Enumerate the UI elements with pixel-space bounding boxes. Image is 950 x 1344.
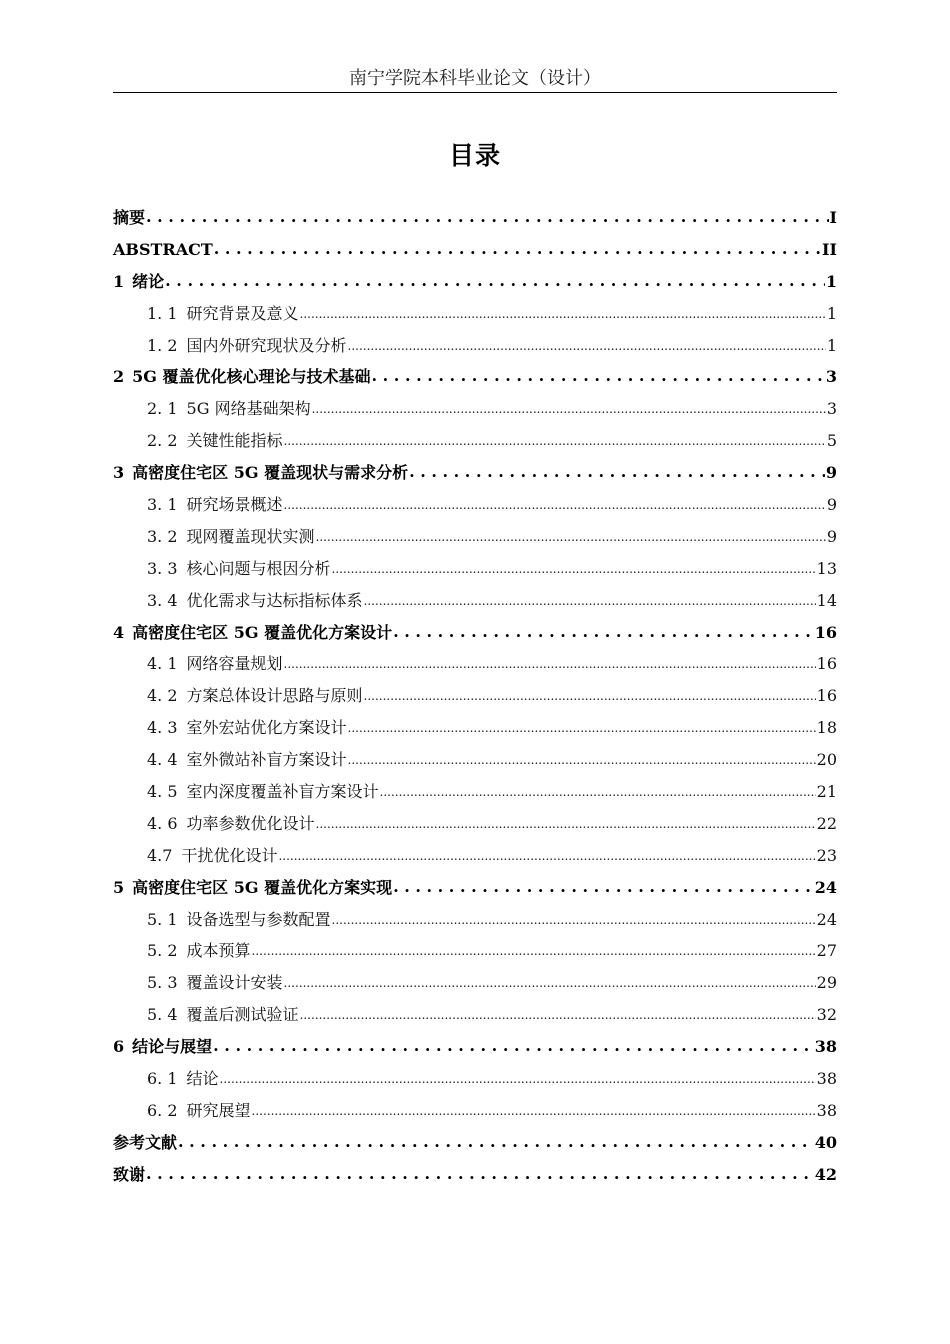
- toc-entry-page-number: 38: [816, 1100, 837, 1120]
- toc-entry-page-number: 16: [814, 622, 837, 642]
- toc-dot-leader: [332, 905, 816, 937]
- toc-entry-number: 6. 2: [147, 1100, 178, 1120]
- toc-entry-number: 4: [113, 622, 125, 642]
- toc-entry-section[interactable]: [113, 999, 837, 1031]
- toc-entry-chapter[interactable]: [113, 1031, 837, 1063]
- toc-entry-label: ABSTRACT: [113, 239, 213, 259]
- toc-entry-number: 4. 1: [147, 654, 178, 674]
- toc-entry-section[interactable]: [113, 776, 837, 808]
- toc-entry-chapter[interactable]: [113, 617, 837, 649]
- toc-dot-leader: [213, 1030, 814, 1062]
- toc-entry-page-number: 3: [826, 399, 837, 419]
- toc-entry-label: 5G 网络基础架构: [186, 399, 311, 419]
- toc-entry-label: 摘要: [113, 208, 146, 227]
- toc-entry-page-number: 42: [814, 1164, 837, 1184]
- toc-entry-number: 5: [113, 877, 125, 897]
- toc-entry-label: 5G 覆盖优化核心理论与技术基础: [132, 367, 371, 387]
- toc-entry-page-number: 9: [826, 526, 837, 546]
- toc-entry-label: 设备选型与参数配置: [186, 909, 331, 929]
- toc-dot-leader: [372, 360, 825, 392]
- toc-entry-section[interactable]: [113, 1095, 837, 1127]
- toc-dot-leader: [312, 394, 826, 426]
- toc-dot-leader: [316, 809, 816, 841]
- toc-dot-leader: [178, 1126, 814, 1158]
- toc-entry-label: 结论与展望: [132, 1037, 213, 1057]
- toc-dot-leader: [146, 1158, 814, 1190]
- toc-entry-number: 1. 1: [147, 303, 178, 323]
- toc-entry-page-number: 38: [814, 1037, 837, 1057]
- toc-dot-leader: [316, 522, 826, 554]
- toc-entry-number: 2. 2: [147, 431, 178, 451]
- toc-entry-page-number: 38: [816, 1069, 837, 1089]
- toc-entry-page-number: I: [829, 208, 837, 227]
- toc-entry-label: 高密度住宅区 5G 覆盖优化方案设计: [132, 622, 393, 642]
- toc-entry-number: 3. 1: [147, 495, 178, 515]
- running-header: [113, 66, 837, 93]
- toc-entry-number: 6. 1: [147, 1069, 178, 1089]
- toc-entry-page-number: 1: [826, 335, 837, 355]
- toc-entry-section[interactable]: [113, 298, 837, 330]
- toc-entry-label: 覆盖设计安装: [186, 973, 283, 993]
- toc-entry-section[interactable]: [113, 393, 837, 425]
- toc-entry-page-number: 3: [825, 367, 837, 387]
- toc-entry-chapter[interactable]: [113, 872, 837, 904]
- toc-entry-label: 关键性能指标: [186, 431, 283, 451]
- toc-dot-leader: [146, 201, 829, 233]
- toc-entry-number: 1: [113, 271, 125, 291]
- toc-entry-section[interactable]: [113, 1063, 837, 1095]
- toc-entry-section[interactable]: [113, 935, 837, 967]
- toc-entry-label: 室外宏站优化方案设计: [186, 718, 347, 738]
- running-header-title: 南宁学院本科毕业论文（设计）: [349, 68, 601, 89]
- toc-entry-label: 参考文献: [113, 1132, 178, 1152]
- toc-dot-leader: [364, 586, 816, 618]
- toc-entry-chapter[interactable]: [113, 234, 837, 266]
- toc-title: 目录: [448, 141, 501, 170]
- toc-entry-label: 研究场景概述: [186, 495, 283, 515]
- toc-entry-number: 3: [113, 463, 125, 483]
- toc-entry-chapter[interactable]: [113, 361, 837, 393]
- toc-entry-number: 2. 1: [147, 399, 178, 419]
- toc-dot-leader: [284, 968, 816, 1000]
- toc-entry-page-number: 1: [826, 303, 837, 323]
- toc-entry-number: 5. 2: [147, 941, 178, 961]
- toc-entry-page-number: 21: [816, 782, 837, 802]
- toc-entry-number: 3. 4: [147, 590, 178, 610]
- toc-entry-label: 优化需求与达标指标体系: [186, 590, 363, 610]
- toc-entry-label: 网络容量规划: [186, 654, 283, 674]
- toc-entry-chapter[interactable]: [113, 457, 837, 489]
- toc-entry-number: 2: [113, 367, 125, 387]
- toc-entry-page-number: 9: [826, 495, 837, 515]
- toc-entry-number: 4. 2: [147, 686, 178, 706]
- toc-entry-number: 3. 2: [147, 526, 178, 546]
- toc-entry-label: 成本预算: [186, 941, 251, 961]
- toc-entry-label: 绪论: [132, 271, 165, 291]
- toc-entry-page-number: 29: [816, 973, 837, 993]
- toc-entry-page-number: 23: [816, 845, 837, 865]
- toc-entry-section[interactable]: [113, 967, 837, 999]
- toc-entry-page-number: 24: [814, 877, 837, 897]
- toc-entry-page-number: 14: [816, 590, 837, 610]
- toc-entry-section[interactable]: [113, 744, 837, 776]
- toc-entry-section[interactable]: [113, 553, 837, 585]
- toc-entry-page-number: 18: [816, 718, 837, 738]
- toc-dot-leader: [300, 1000, 816, 1032]
- toc-dot-leader: [165, 265, 825, 297]
- toc-entry-label: 干扰优化设计: [181, 845, 278, 865]
- toc-entry-number: 3. 3: [147, 558, 178, 578]
- toc-entry-page-number: 32: [816, 1005, 837, 1025]
- toc-entry-number: 5. 3: [147, 973, 178, 993]
- toc-entry-number: 4. 5: [147, 782, 178, 802]
- toc-entry-page-number: 9: [825, 463, 837, 483]
- toc-dot-leader: [348, 331, 826, 363]
- toc-entry-label: 致谢: [113, 1164, 146, 1184]
- toc-entry-chapter[interactable]: [113, 266, 837, 298]
- toc-dot-leader: [252, 1096, 816, 1128]
- toc-entry-label: 室外微站补盲方案设计: [186, 750, 347, 770]
- toc-dot-leader: [220, 1064, 816, 1096]
- toc-entry-page-number: 1: [825, 271, 837, 291]
- toc-entry-number: 1. 2: [147, 335, 178, 355]
- toc-entry-section[interactable]: [113, 330, 837, 362]
- toc-entry-section[interactable]: [113, 489, 837, 521]
- toc-dot-leader: [348, 713, 816, 745]
- toc-entry-label: 研究背景及意义: [186, 303, 299, 323]
- toc-entry-number: 4.7: [147, 845, 173, 865]
- toc-dot-leader: [332, 554, 816, 586]
- toc-entry-number: 6: [113, 1037, 125, 1057]
- toc-dot-leader: [284, 490, 826, 522]
- toc-entry-section[interactable]: [113, 904, 837, 936]
- toc-entry-number: 5. 1: [147, 909, 178, 929]
- toc-dot-leader: [300, 299, 826, 331]
- toc-dot-leader: [348, 745, 816, 777]
- toc-entry-page-number: 16: [816, 654, 837, 674]
- toc-dot-leader: [214, 233, 821, 265]
- toc-entry-section[interactable]: [113, 840, 837, 872]
- toc-entry-number: 4. 3: [147, 718, 178, 738]
- toc-entry-label: 功率参数优化设计: [186, 813, 315, 833]
- toc-entry-chapter[interactable]: [113, 202, 837, 234]
- toc-dot-leader: [393, 871, 814, 903]
- toc-dot-leader: [284, 426, 826, 458]
- toc-entry-page-number: 40: [814, 1132, 837, 1152]
- toc-entry-label: 现网覆盖现状实测: [186, 526, 315, 546]
- table-of-contents: [113, 202, 837, 1191]
- toc-entry-number: 4. 6: [147, 813, 178, 833]
- toc-entry-label: 国内外研究现状及分析: [186, 335, 347, 355]
- toc-entry-page-number: 24: [816, 909, 837, 929]
- toc-dot-leader: [252, 936, 816, 968]
- toc-dot-leader: [393, 616, 814, 648]
- toc-entry-label: 室内深度覆盖补盲方案设计: [186, 782, 379, 802]
- toc-entry-label: 高密度住宅区 5G 覆盖优化方案实现: [132, 877, 393, 897]
- toc-entry-section[interactable]: [113, 521, 837, 553]
- toc-entry-label: 研究展望: [186, 1100, 251, 1120]
- toc-entry-chapter[interactable]: [113, 1127, 837, 1159]
- toc-dot-leader: [364, 681, 816, 713]
- toc-entry-page-number: 16: [816, 686, 837, 706]
- toc-entry-page-number: 22: [816, 813, 837, 833]
- toc-entry-label: 覆盖后测试验证: [186, 1005, 299, 1025]
- toc-entry-section[interactable]: [113, 648, 837, 680]
- toc-dot-leader: [380, 777, 816, 809]
- toc-entry-section[interactable]: [113, 425, 837, 457]
- toc-dot-leader: [278, 841, 815, 873]
- toc-entry-label: 核心问题与根因分析: [186, 558, 331, 578]
- toc-entry-section[interactable]: [113, 680, 837, 712]
- toc-entry-label: 高密度住宅区 5G 覆盖现状与需求分析: [132, 463, 409, 483]
- toc-entry-page-number: 5: [826, 431, 837, 451]
- toc-entry-section[interactable]: [113, 808, 837, 840]
- toc-dot-leader: [284, 649, 816, 681]
- toc-entry-page-number: 27: [816, 941, 837, 961]
- toc-entry-page-number: 20: [816, 750, 837, 770]
- toc-entry-label: 结论: [186, 1069, 219, 1089]
- toc-entry-chapter[interactable]: [113, 1159, 837, 1191]
- toc-entry-number: 5. 4: [147, 1005, 178, 1025]
- toc-entry-label: 方案总体设计思路与原则: [186, 686, 363, 706]
- toc-entry-number: 4. 4: [147, 750, 178, 770]
- toc-entry-section[interactable]: [113, 585, 837, 617]
- toc-entry-page-number: 13: [816, 558, 837, 578]
- toc-entry-page-number: II: [822, 239, 837, 259]
- toc-dot-leader: [409, 456, 825, 488]
- toc-entry-section[interactable]: [113, 712, 837, 744]
